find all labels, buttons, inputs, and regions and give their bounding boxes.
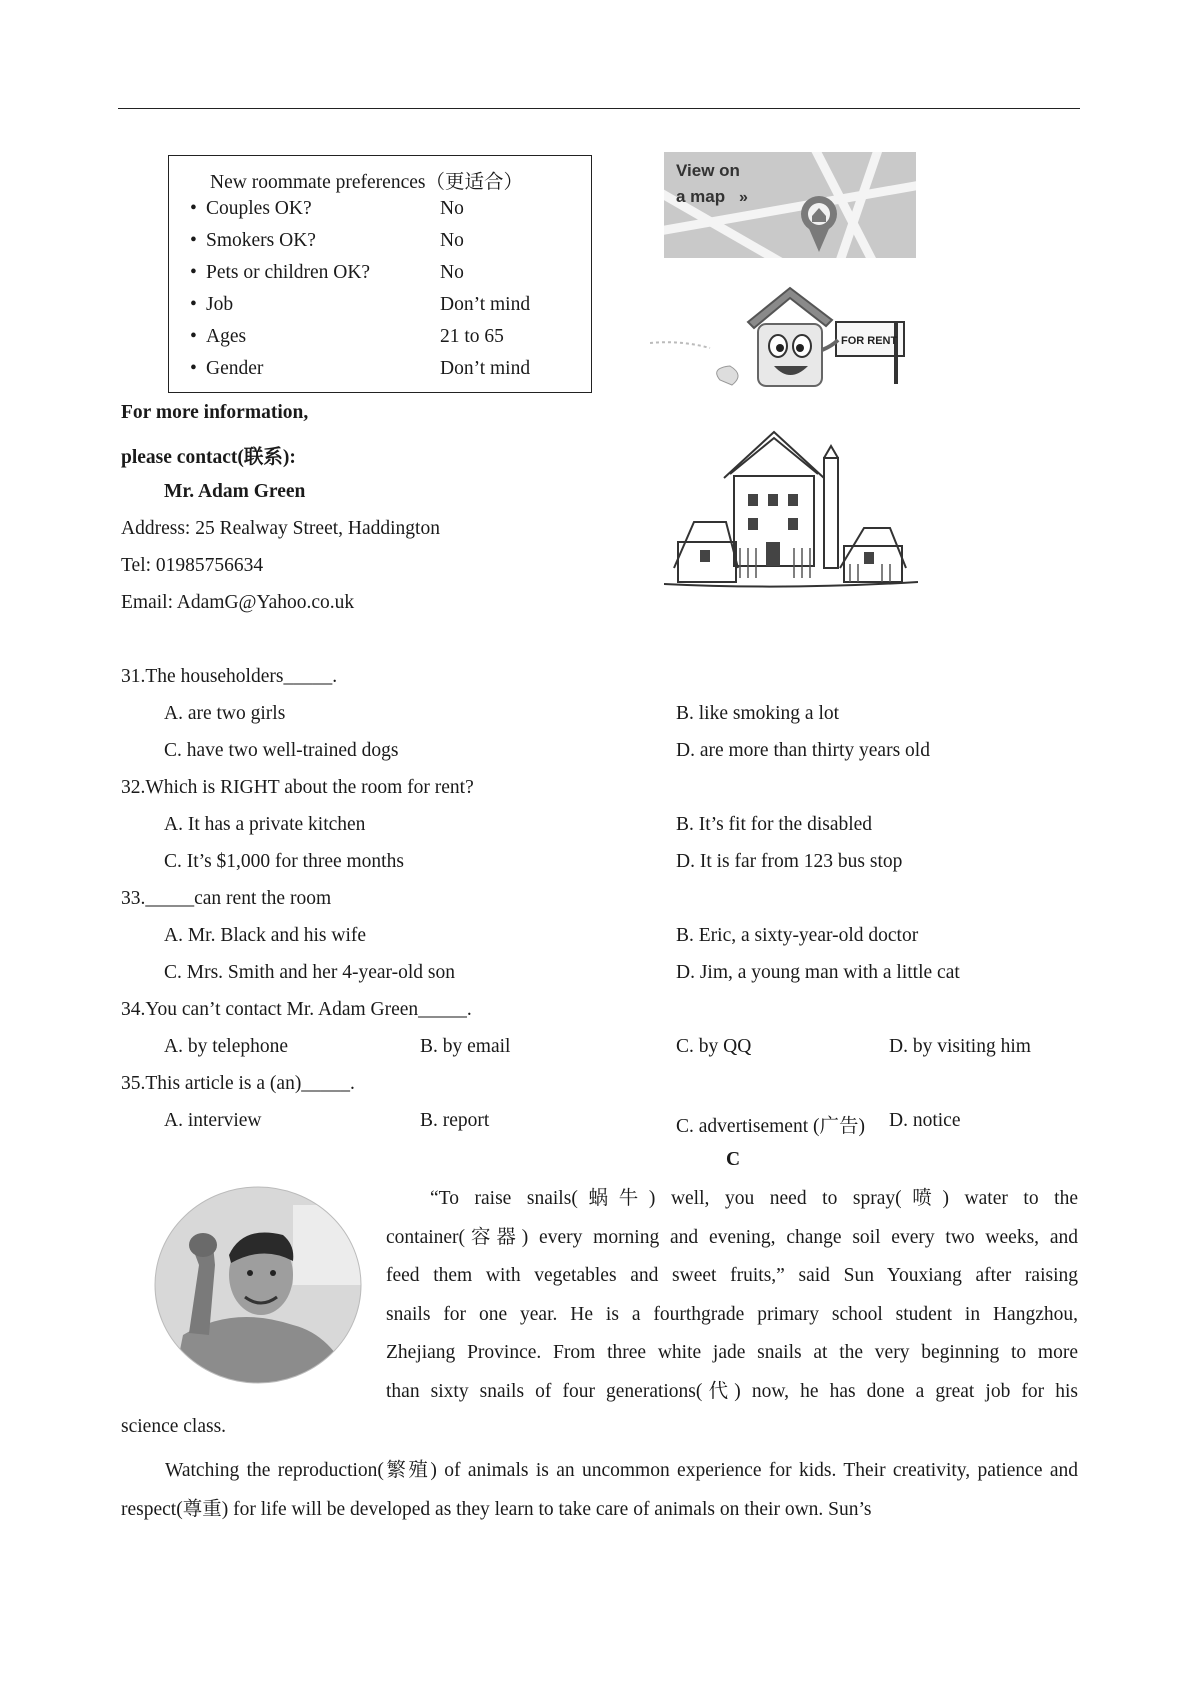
preference-label: Couples OK?	[206, 198, 312, 219]
question-35-option-d: D. notice	[889, 1110, 961, 1131]
question-34-stem: 34.You can’t contact Mr. Adam Green_____.	[121, 999, 472, 1020]
question-35-option-a: A. interview	[164, 1110, 262, 1131]
paragraph-line: than sixty snails of four generations(代) now, he has done a great job for his	[386, 1380, 1078, 1402]
bullet: •	[190, 358, 197, 379]
bullet: •	[190, 262, 197, 283]
bullet: •	[190, 326, 197, 347]
header-rule	[118, 108, 1080, 109]
question-32-option-d: D. It is far from 123 bus stop	[676, 851, 903, 872]
bullet: •	[190, 198, 197, 219]
question-31-stem: 31.The householders_____.	[121, 666, 338, 687]
contact-name: Mr. Adam Green	[164, 481, 306, 502]
question-35-option-b: B. report	[420, 1110, 490, 1131]
preference-value: No	[440, 198, 464, 219]
question-34-option-d: D. by visiting him	[889, 1036, 1031, 1057]
section-c-paragraph-1	[386, 1180, 1078, 1411]
question-33-option-d: D. Jim, a young man with a little cat	[676, 962, 960, 983]
section-c-paragraph-2: Watching the reproduction(繁殖) of animals is an uncommon experience for kids. Their creativity, patience and respect(尊重) for life will be developed as they learn to take care of animals on their own. Sun’s	[121, 1460, 1078, 1520]
preference-value: Don’t mind	[440, 294, 531, 315]
question-33-option-c: C. Mrs. Smith and her 4-year-old son	[164, 962, 455, 983]
preference-label: Job	[206, 294, 234, 315]
preference-row	[190, 230, 316, 252]
map-arrow: »	[739, 189, 748, 206]
preference-label: Ages	[206, 326, 247, 347]
contact-intro-line1: For more information,	[121, 402, 309, 423]
question-35-option-c: C. advertisement (广告)	[676, 1116, 865, 1137]
bullet: •	[190, 230, 197, 251]
question-33-option-a: A. Mr. Black and his wife	[164, 925, 367, 946]
question-33-stem: 33._____can rent the room	[121, 888, 332, 909]
bullet: •	[190, 294, 197, 315]
paragraph-line: “To raise snails(蜗牛) well, you need to spray(喷) water to the	[430, 1188, 1078, 1209]
section-heading: C	[726, 1149, 741, 1170]
question-34-option-c: C. by QQ	[676, 1036, 752, 1057]
question-33-option-b: B. Eric, a sixty-year-old doctor	[676, 925, 919, 946]
question-34-option-a: A. by telephone	[164, 1036, 289, 1057]
contact-intro-line2: please contact(联系):	[121, 447, 296, 468]
question-31-option-a: A. are two girls	[164, 703, 286, 724]
preference-row	[190, 262, 370, 284]
question-34-option-b: B. by email	[420, 1036, 511, 1057]
map-text-line2: a map	[676, 187, 726, 206]
paragraph-line: snails for one year. He is a fourthgrade primary school student in Hangzhou,	[386, 1303, 1078, 1325]
preference-row	[190, 326, 246, 348]
map-text-line1: View on	[676, 161, 740, 180]
question-32-option-b: B. It’s fit for the disabled	[676, 814, 873, 835]
paragraph-line: feed them with vegetables and sweet fruits,” said Sun Youxiang after raising	[386, 1265, 1078, 1286]
preference-value: No	[440, 262, 464, 283]
preference-label: Gender	[206, 358, 264, 379]
contact-tel: Tel: 01985756634	[121, 555, 264, 576]
preference-row	[190, 198, 312, 220]
student-photo	[153, 1185, 363, 1385]
contact-email: Email: AdamG@Yahoo.co.uk	[121, 592, 355, 613]
question-32-option-c: C. It’s $1,000 for three months	[164, 851, 404, 872]
preference-value: No	[440, 230, 464, 251]
question-31-option-d: D. are more than thirty years old	[676, 740, 930, 761]
view-on-map-image[interactable]	[664, 152, 916, 258]
question-31-option-b: B. like smoking a lot	[676, 703, 840, 724]
preference-label: Smokers OK?	[206, 230, 316, 251]
paragraph-line: Zhejiang Province. From three white jade snails at the very beginning to more	[386, 1342, 1078, 1363]
preference-row	[190, 294, 233, 316]
question-32-stem: 32.Which is RIGHT about the room for rent?	[121, 777, 474, 798]
question-32-option-a: A. It has a private kitchen	[164, 814, 366, 835]
for-rent-house-image	[650, 280, 915, 398]
question-31-option-c: C. have two well-trained dogs	[164, 740, 399, 761]
for-rent-sign-text: FOR RENT	[841, 335, 898, 347]
preference-label: Pets or children OK?	[206, 262, 371, 283]
section-c-paragraph-1-tail: science class.	[121, 1416, 227, 1437]
house-drawing-image	[664, 418, 918, 602]
preference-row	[190, 358, 263, 380]
preferences-title: New roommate preferences（更适合）	[210, 172, 523, 193]
paragraph-line: container(容器) every morning and evening, change soil every two weeks, and	[386, 1226, 1078, 1248]
preference-value: Don’t mind	[440, 358, 531, 379]
preference-value: 21 to 65	[440, 326, 504, 347]
contact-address: Address: 25 Realway Street, Haddington	[121, 518, 440, 539]
question-35-stem: 35.This article is a (an)_____.	[121, 1073, 355, 1094]
